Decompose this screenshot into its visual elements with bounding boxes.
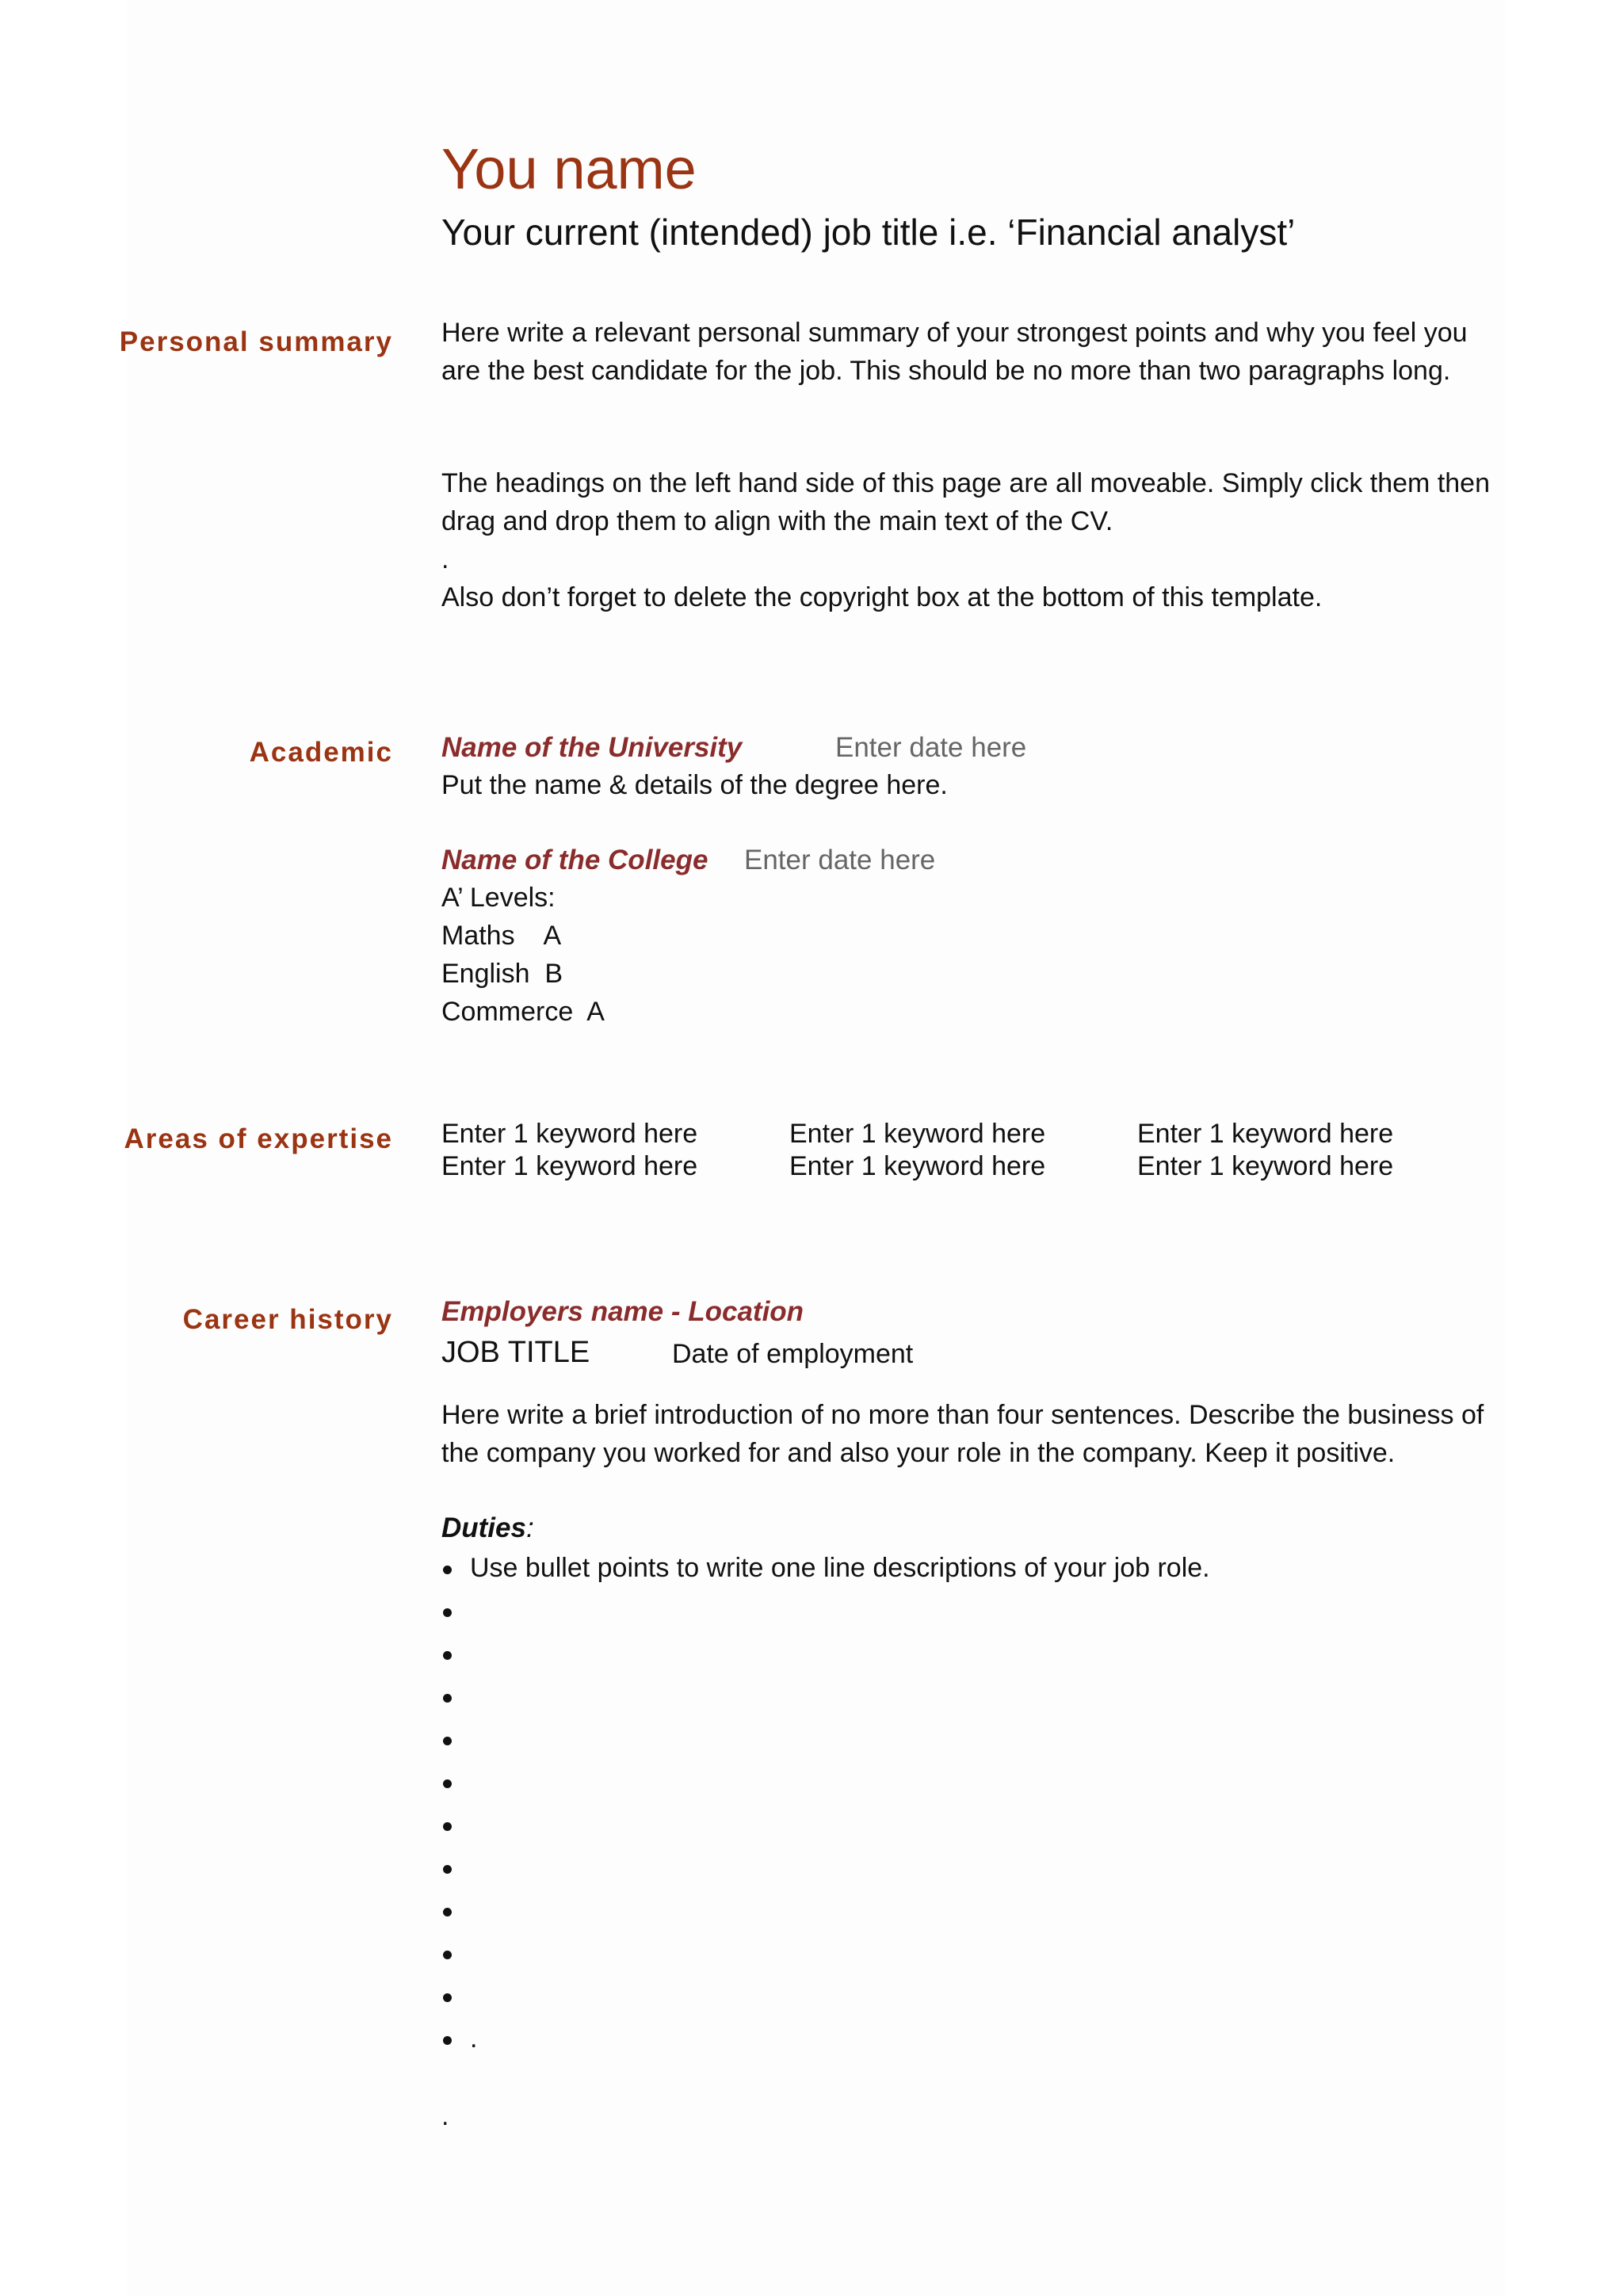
employer-name: Employers name - Location — [441, 1296, 804, 1327]
personal-summary-dot: . — [441, 544, 449, 574]
personal-summary-paragraph-3: Also don’t forget to delete the copyright box at the bottom of this template. — [441, 582, 1323, 612]
personal-summary-paragraph-1: Here write a relevant personal summary of your strongest points and why you feel you are the best candidate for the job. This should be no more than two paragraphs long. — [441, 318, 1468, 386]
employment-date: Date of employment — [672, 1339, 914, 1369]
duty-bullet-text: Use bullet points to write one line descriptions of your job role. — [470, 1553, 1210, 1583]
section-heading-areas-of-expertise: Areas of expertise — [124, 1123, 393, 1154]
bullet-icon — [443, 1908, 452, 1917]
expertise-keyword: Enter 1 keyword here — [789, 1119, 1046, 1149]
expertise-keyword: Enter 1 keyword here — [1137, 1151, 1394, 1181]
expertise-keyword: Enter 1 keyword here — [441, 1151, 698, 1181]
bullet-icon — [443, 1822, 452, 1831]
grade-line: English B — [441, 959, 563, 989]
expertise-keyword: Enter 1 keyword here — [789, 1151, 1046, 1181]
bullet-icon — [443, 1951, 452, 1959]
duty-bullet-text: . — [470, 2023, 478, 2054]
university-date: Enter date here — [835, 732, 1027, 763]
a-levels-label: A’ Levels: — [441, 883, 556, 913]
career-job-title: JOB TITLE — [441, 1336, 590, 1369]
candidate-job-title: Your current (intended) job title i.e. ‘Financial analyst’ — [441, 212, 1296, 253]
expertise-keyword: Enter 1 keyword here — [1137, 1119, 1394, 1149]
career-intro: Here write a brief introduction of no more than four sentences. Describe the business of the company you worked for and also your role in the company. Keep it positive. — [441, 1400, 1484, 1468]
bullet-icon — [443, 1779, 452, 1788]
grade-line: Commerce A — [441, 997, 605, 1027]
university-name: Name of the University — [441, 732, 743, 763]
bullet-icon — [443, 1694, 452, 1703]
college-date: Enter date here — [744, 845, 936, 875]
bullet-icon — [443, 1737, 452, 1745]
duties-heading — [441, 1514, 534, 1542]
expertise-keyword: Enter 1 keyword here — [441, 1119, 698, 1149]
section-heading-personal-summary: Personal summary — [119, 326, 393, 357]
section-heading-career-history: Career history — [182, 1304, 393, 1335]
trailing-dot: . — [441, 2101, 449, 2131]
bullet-icon — [443, 1651, 452, 1660]
section-heading-academic: Academic — [249, 737, 393, 768]
bullet-icon — [443, 1566, 452, 1574]
bullet-icon — [443, 2036, 452, 2045]
bullet-icon — [443, 1865, 452, 1874]
bullet-icon — [443, 1993, 452, 2002]
duties-label: Duties — [441, 1512, 526, 1543]
bullet-icon — [443, 1608, 452, 1617]
grade-line: Maths A — [441, 921, 562, 951]
university-degree-details: Put the name & details of the degree here. — [441, 770, 948, 800]
college-name: Name of the College — [441, 845, 708, 875]
duties-colon: : — [525, 1512, 534, 1543]
personal-summary-paragraph-2: The headings on the left hand side of this page are all moveable. Simply click them then drag and drop them to align with the main text of the CV. — [441, 468, 1490, 536]
candidate-name: You name — [441, 138, 697, 201]
